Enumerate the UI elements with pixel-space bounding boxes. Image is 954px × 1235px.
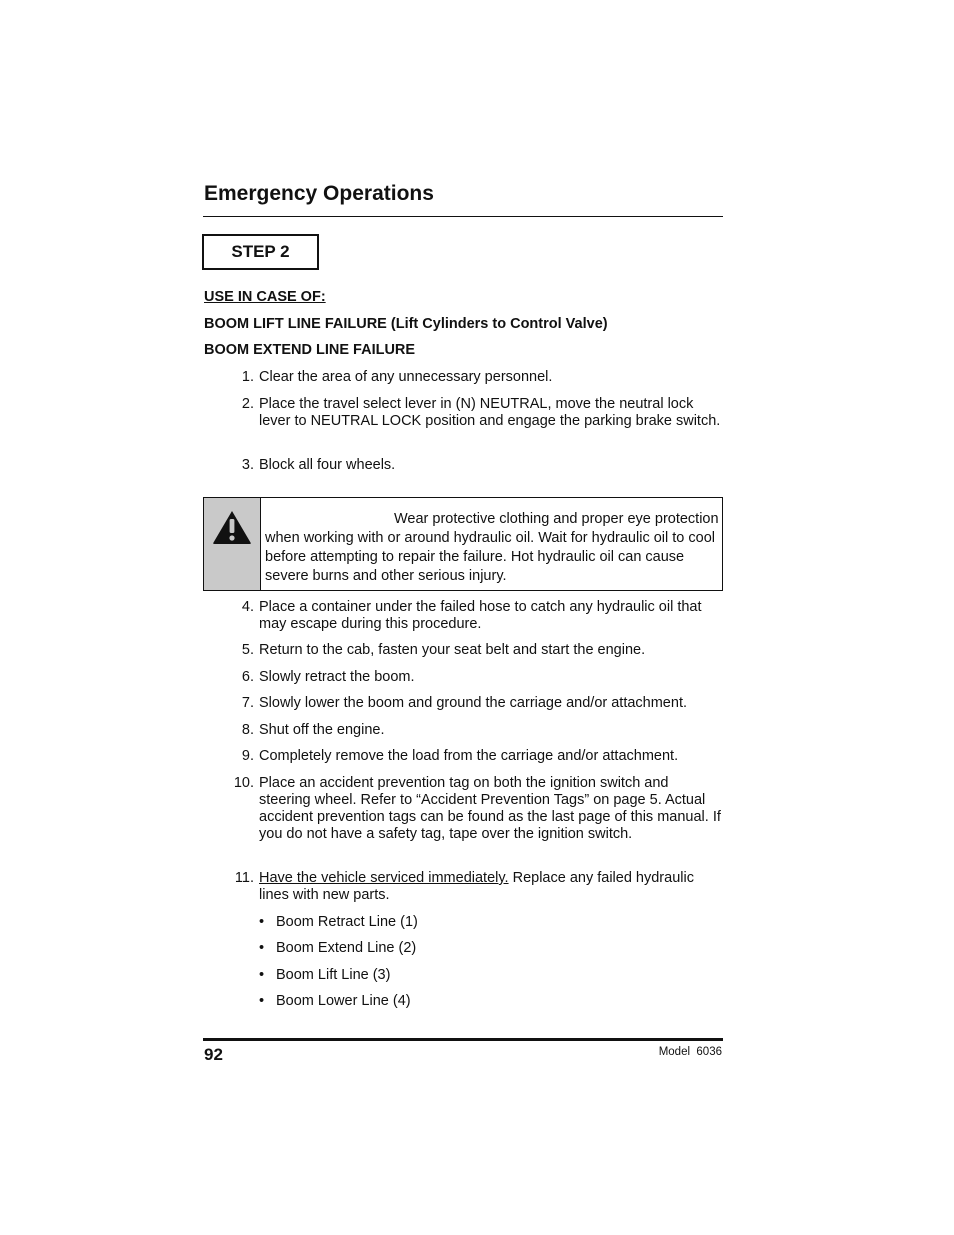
failure-heading-2: BOOM EXTEND LINE FAILURE bbox=[204, 342, 416, 358]
step-item-10 bbox=[233, 775, 724, 843]
bullet-icon: • bbox=[259, 967, 265, 983]
step-item-4 bbox=[241, 599, 724, 633]
step-label: STEP 2 bbox=[202, 234, 319, 270]
step-number: 4. bbox=[241, 599, 254, 615]
line-name: Boom Retract Line (1) bbox=[276, 914, 418, 930]
step-number: 9. bbox=[241, 748, 254, 764]
line-name: Boom Lift Line (3) bbox=[276, 967, 391, 983]
step-number: 11. bbox=[234, 870, 254, 886]
step-item-1 bbox=[241, 369, 724, 386]
warning-text bbox=[261, 498, 722, 590]
model-label: Model 6036 bbox=[658, 1046, 722, 1058]
list-item bbox=[259, 993, 411, 1010]
line-name: Boom Lower Line (4) bbox=[276, 993, 411, 1009]
list-item bbox=[259, 914, 418, 931]
step-item-7 bbox=[241, 695, 724, 712]
page-title: Emergency Operations bbox=[204, 182, 434, 205]
page-number: 92 bbox=[204, 1045, 223, 1064]
list-item bbox=[259, 967, 390, 984]
warning-message: Wear protective clothing and proper eye protection when working with or around hydraulic oil. Wait for hydraulic oil to cool before attempting to repair the failure. Hot hydraulic oil can cause severe burns and other serious injury. bbox=[265, 511, 719, 584]
step-number: 1. bbox=[241, 369, 254, 385]
step-number: 6. bbox=[241, 669, 254, 685]
step-number: 2. bbox=[241, 396, 254, 412]
list-item bbox=[259, 940, 416, 957]
step-number: 7. bbox=[241, 695, 254, 711]
step-number: 5. bbox=[241, 642, 254, 658]
step-text: Slowly lower the boom and ground the carriage and/or attachment. bbox=[259, 695, 687, 711]
title-rule bbox=[203, 216, 723, 217]
step-text: Completely remove the load from the carriage and/or attachment. bbox=[259, 748, 679, 764]
step-text: Replace any failed hydraulic lines with new parts. bbox=[259, 870, 694, 903]
step-item-8 bbox=[241, 722, 724, 739]
line-name: Boom Extend Line (2) bbox=[276, 940, 417, 956]
step-number: 3. bbox=[241, 457, 254, 473]
step-text: Slowly retract the boom. bbox=[259, 669, 415, 685]
step-text: Return to the cab, fasten your seat belt and start the engine. bbox=[259, 642, 646, 658]
step-text: Place an accident prevention tag on both the ignition switch and steering wheel. Refer to “Accident Prevention Tags” on page 5. Actual accident prevention tags can be found as the last page of this manual. If you do not have a safety tag, tape over the ignition switch. bbox=[259, 775, 721, 842]
step-text: Place a container under the failed hose to catch any hydraulic oil that may escape during this procedure. bbox=[259, 599, 702, 632]
step-item-9 bbox=[241, 748, 724, 765]
step-number: 10. bbox=[233, 775, 254, 791]
step-item-5 bbox=[241, 642, 724, 659]
bullet-icon: • bbox=[259, 914, 265, 930]
warning-box bbox=[203, 497, 723, 591]
step-item-11 bbox=[234, 870, 724, 904]
failure-heading-1: BOOM LIFT LINE FAILURE (Lift Cylinders to Control Valve) bbox=[204, 316, 608, 332]
step-item-3 bbox=[241, 457, 724, 474]
bullet-icon: • bbox=[259, 993, 265, 1009]
warning-sidebar bbox=[204, 498, 261, 590]
step-text-underlined: Have the vehicle serviced immediately. bbox=[259, 870, 509, 886]
warning-triangle-icon bbox=[212, 509, 252, 545]
step-text: Block all four wheels. bbox=[259, 457, 396, 473]
step-item-2 bbox=[241, 396, 724, 430]
step-text: Shut off the engine. bbox=[259, 722, 385, 738]
step-item-6 bbox=[241, 669, 724, 686]
step-number: 8. bbox=[241, 722, 254, 738]
bullet-icon: • bbox=[259, 940, 265, 956]
step-text: Clear the area of any unnecessary personnel. bbox=[259, 369, 553, 385]
footer-rule bbox=[203, 1038, 723, 1041]
step-text: Place the travel select lever in (N) NEUTRAL, move the neutral lock lever to NEUTRAL LOCK position and engage the parking brake switch. bbox=[259, 396, 721, 429]
use-in-case-of-heading: USE IN CASE OF: bbox=[204, 289, 326, 305]
